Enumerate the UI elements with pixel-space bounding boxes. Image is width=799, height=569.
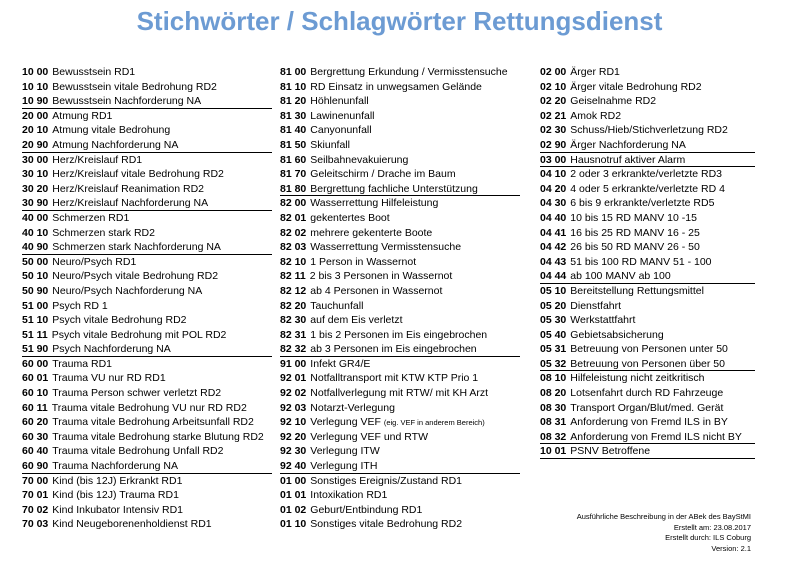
keyword-code: 81 30 — [280, 109, 307, 122]
keyword-text: Lotsenfahrt durch RD Fahrzeuge — [570, 387, 724, 400]
keyword-code: 60 40 — [22, 445, 49, 458]
keyword-code: 04 43 — [540, 255, 567, 268]
keyword-text: Psych Nachforderung NA — [52, 343, 171, 356]
keyword-code: 60 90 — [22, 460, 49, 473]
keyword-entry — [280, 415, 520, 430]
keyword-entry — [540, 299, 755, 314]
keyword-code: 01 00 — [280, 474, 307, 487]
keyword-code: 05 10 — [540, 284, 567, 297]
keyword-entry — [280, 255, 520, 270]
keyword-code: 82 01 — [280, 211, 307, 224]
keyword-code: 81 00 — [280, 66, 307, 78]
keyword-text: Infekt GR4/E — [310, 357, 371, 370]
keyword-text: Bewusstsein Nachforderung NA — [52, 95, 202, 108]
keyword-entry — [540, 342, 755, 357]
keyword-entry — [280, 401, 520, 416]
keyword-entry — [22, 65, 272, 80]
keyword-code: 30 00 — [22, 153, 49, 166]
footer-info — [577, 512, 751, 554]
keyword-entry — [280, 182, 520, 197]
keyword-text: Atmung vitale Bedrohung — [52, 124, 171, 137]
keyword-text: 26 bis 50 RD MANV 26 - 50 — [570, 241, 700, 254]
keyword-code: 04 44 — [540, 270, 567, 283]
keyword-text: Geburt/Entbindung RD1 — [310, 503, 423, 516]
keyword-code: 02 21 — [540, 109, 567, 122]
keyword-code: 05 32 — [540, 357, 567, 370]
keyword-text: auf dem Eis verletzt — [310, 314, 403, 327]
keyword-code: 82 31 — [280, 328, 307, 341]
keyword-note: (eig. VEF in anderem Bereich) — [383, 418, 485, 428]
keyword-entry — [540, 196, 755, 211]
keyword-code: 82 03 — [280, 241, 307, 254]
keyword-entry — [22, 153, 272, 168]
keyword-code: 70 03 — [22, 518, 49, 531]
keyword-entry — [22, 80, 272, 95]
keyword-code: 91 00 — [280, 357, 307, 370]
keyword-entry — [280, 342, 520, 357]
keyword-code: 82 32 — [280, 343, 307, 356]
keyword-entry — [280, 503, 520, 518]
keyword-code: 40 00 — [22, 211, 49, 224]
keyword-entry — [540, 94, 755, 109]
keyword-entry — [22, 357, 272, 372]
keyword-text: 1 Person in Wassernot — [310, 255, 417, 268]
footer-created-date: Erstellt am: 23.08.2017 — [673, 522, 751, 532]
keyword-text: Betreuung von Personen über 50 — [570, 357, 725, 370]
keyword-entry — [22, 517, 272, 532]
keyword-code: 92 30 — [280, 445, 307, 458]
keyword-code: 92 03 — [280, 401, 307, 414]
keyword-text: Psych vitale Bedrohung RD2 — [52, 314, 187, 327]
keyword-code: 51 90 — [22, 343, 49, 356]
keyword-text: Ärger vitale Bedrohung RD2 — [570, 80, 702, 93]
keyword-text: Herz/Kreislauf Reanimation RD2 — [52, 182, 205, 195]
keyword-text: Verlegung VEF und RTW — [310, 430, 428, 443]
keyword-entry — [22, 94, 272, 109]
keyword-entry — [540, 211, 755, 226]
keyword-text: Hilfeleistung nicht zeitkritisch — [570, 372, 705, 385]
keyword-code: 81 70 — [280, 168, 307, 181]
footer-description: Ausführliche Beschreibung in der ABek des BayStMI — [576, 512, 751, 521]
keyword-code: 70 00 — [22, 474, 49, 487]
keyword-code: 03 00 — [540, 153, 567, 166]
page-title: Stichwörter / Schlagwörter Rettungsdienst — [136, 6, 663, 36]
keyword-text: 6 bis 9 erkrankte/verletzte RD5 — [570, 197, 715, 210]
keyword-text: 16 bis 25 RD MANV 16 - 25 — [570, 226, 700, 239]
keyword-entry — [22, 255, 272, 270]
keyword-text: Kind (bis 12J) Trauma RD1 — [52, 489, 179, 502]
keyword-entry — [22, 444, 272, 459]
keyword-text: 51 bis 100 RD MANV 51 - 100 — [570, 255, 712, 268]
keyword-text: ab 100 MANV ab 100 — [570, 270, 671, 283]
keyword-code: 04 41 — [540, 226, 567, 239]
keyword-code: 04 30 — [540, 197, 567, 210]
keyword-text: gekentertes Boot — [310, 211, 390, 224]
keyword-text: Lawinenunfall — [310, 109, 375, 122]
keyword-entry — [22, 182, 272, 197]
footer-created-by: Erstellt durch: ILS Coburg — [665, 533, 751, 542]
keyword-entry — [280, 80, 520, 95]
keyword-code: 50 90 — [22, 284, 49, 297]
keyword-text: Ärger RD1 — [570, 66, 620, 78]
keyword-entry — [280, 517, 520, 532]
column-3 — [540, 65, 755, 459]
keyword-code: 92 40 — [280, 460, 307, 473]
keyword-code: 92 20 — [280, 430, 307, 443]
keyword-code: 60 10 — [22, 387, 49, 400]
keyword-code: 81 60 — [280, 153, 307, 166]
keyword-text: Seilbahnevakuierung — [310, 153, 409, 166]
keyword-entry — [540, 313, 755, 328]
keyword-code: 20 00 — [22, 109, 49, 122]
keyword-text: Psych vitale Bedrohung mit POL RD2 — [51, 328, 227, 341]
keyword-text: Amok RD2 — [570, 109, 622, 122]
keyword-entry — [22, 211, 272, 226]
keyword-entry — [22, 488, 272, 503]
keyword-text: Dienstfahrt — [570, 299, 622, 312]
keyword-code: 81 50 — [280, 138, 307, 151]
keyword-code: 02 10 — [540, 80, 567, 93]
keyword-text: Transport Organ/Blut/med. Gerät — [570, 401, 724, 414]
keyword-code: 04 20 — [540, 182, 567, 195]
keyword-code: 02 30 — [540, 124, 567, 137]
keyword-text: Notfalltransport mit KTW KTP Prio 1 — [310, 372, 479, 385]
keyword-entry — [540, 371, 755, 386]
keyword-code: 08 32 — [540, 430, 567, 443]
keyword-text: Notfallverlegung mit RTW/ mit KH Arzt — [310, 387, 489, 400]
keyword-text: Betreuung von Personen unter 50 — [570, 343, 728, 356]
keyword-entry — [540, 444, 755, 459]
keyword-text: Trauma Person schwer verletzt RD2 — [52, 387, 222, 400]
keyword-code: 60 20 — [22, 416, 49, 429]
keyword-text: Schmerzen stark RD2 — [52, 226, 155, 239]
keyword-code: 02 20 — [540, 95, 567, 108]
keyword-entry — [540, 109, 755, 124]
keyword-text: Wasserrettung Vermisstensuche — [310, 241, 462, 254]
keyword-text: 2 bis 3 Personen in Wassernot — [309, 270, 453, 283]
keyword-entry — [22, 167, 272, 182]
keyword-text: Schmerzen RD1 — [52, 211, 130, 224]
keyword-code: 82 02 — [280, 226, 307, 239]
keyword-entry — [540, 138, 755, 153]
keyword-text: Gebietsabsicherung — [570, 328, 664, 341]
keyword-text: Herz/Kreislauf vitale Bedrohung RD2 — [52, 168, 224, 181]
column-1 — [22, 65, 272, 532]
keyword-text: Anforderung von Fremd ILS in BY — [570, 416, 728, 429]
keyword-entry — [22, 430, 272, 445]
keyword-text: Trauma vitale Bedrohung starke Blutung RD2 — [52, 430, 264, 443]
keyword-entry — [280, 226, 520, 241]
keyword-code: 81 20 — [280, 95, 307, 108]
keyword-code: 04 40 — [540, 211, 567, 224]
keyword-text: Schmerzen stark Nachforderung NA — [52, 241, 221, 254]
keyword-text: Geleitschirm / Drache im Baum — [310, 168, 456, 181]
keyword-entry — [280, 138, 520, 153]
keyword-entry — [540, 240, 755, 255]
keyword-entry — [280, 94, 520, 109]
keyword-entry — [280, 240, 520, 255]
keyword-entry — [540, 415, 755, 430]
keyword-code: 01 02 — [280, 503, 307, 516]
keyword-code: 70 01 — [22, 489, 49, 502]
keyword-code: 81 80 — [280, 182, 307, 195]
keyword-code: 82 30 — [280, 314, 307, 327]
keyword-entry — [280, 269, 520, 284]
keyword-entry — [280, 284, 520, 299]
keyword-entry — [22, 415, 272, 430]
keyword-code: 02 90 — [540, 138, 567, 151]
keyword-code: 08 31 — [540, 416, 567, 429]
keyword-entry — [280, 430, 520, 445]
keyword-entry — [540, 255, 755, 270]
keyword-code: 82 10 — [280, 255, 307, 268]
keyword-code: 92 02 — [280, 387, 307, 400]
keyword-entry — [280, 488, 520, 503]
keyword-text: Bewusstsein RD1 — [52, 66, 136, 78]
keyword-text: Schuss/Hieb/Stichverletzung RD2 — [570, 124, 728, 137]
keyword-code: 20 90 — [22, 138, 49, 151]
keyword-text: Geiselnahme RD2 — [570, 95, 657, 108]
keyword-text: Höhlenunfall — [310, 95, 369, 108]
keyword-entry — [280, 211, 520, 226]
keyword-text: Notarzt-Verlegung — [310, 401, 395, 414]
keyword-code: 08 30 — [540, 401, 567, 414]
keyword-entry — [22, 328, 272, 343]
column-2 — [280, 65, 520, 532]
keyword-text: Trauma vitale Bedrohung Arbeitsunfall RD2 — [52, 416, 254, 429]
keyword-code: 81 40 — [280, 124, 307, 137]
keyword-code: 82 20 — [280, 299, 307, 312]
keyword-code: 10 10 — [22, 80, 49, 93]
keyword-entry — [22, 284, 272, 299]
keyword-text: Hausnotruf aktiver Alarm — [570, 153, 686, 166]
keyword-code: 70 02 — [22, 503, 49, 516]
keyword-text: Trauma vitale Bedrohung Unfall RD2 — [52, 445, 224, 458]
keyword-entry — [540, 167, 755, 182]
keyword-code: 05 31 — [540, 343, 567, 356]
keyword-entry — [280, 386, 520, 401]
keyword-entry — [22, 371, 272, 386]
keyword-entry — [280, 444, 520, 459]
keyword-code: 10 90 — [22, 95, 49, 108]
keyword-text: Verlegung VEF — [310, 416, 381, 429]
keyword-code: 04 42 — [540, 241, 567, 254]
keyword-entry — [280, 65, 520, 80]
keyword-code: 50 00 — [22, 255, 49, 268]
keyword-code: 02 00 — [540, 66, 567, 78]
keyword-entry — [280, 196, 520, 211]
keyword-code: 60 11 — [22, 401, 48, 414]
keyword-entry — [540, 226, 755, 241]
keyword-code: 50 10 — [22, 270, 49, 283]
keyword-entry — [280, 459, 520, 474]
keyword-text: Tauchunfall — [310, 299, 364, 312]
keyword-entry — [540, 153, 755, 168]
keyword-code: 10 01 — [540, 445, 567, 458]
keyword-entry — [280, 109, 520, 124]
keyword-text: Trauma VU nur RD RD1 — [52, 372, 166, 385]
keyword-text: 2 oder 3 erkrankte/verletzte RD3 — [570, 168, 723, 181]
keyword-code: 10 00 — [22, 66, 49, 78]
keyword-entry — [280, 357, 520, 372]
keyword-entry — [540, 357, 755, 372]
keyword-entry — [22, 123, 272, 138]
keyword-text: Herz/Kreislauf Nachforderung NA — [52, 197, 209, 210]
keyword-entry — [22, 299, 272, 314]
keyword-text: Herz/Kreislauf RD1 — [52, 153, 143, 166]
keyword-text: Trauma vitale Bedrohung VU nur RD RD2 — [51, 401, 247, 414]
keyword-text: ab 4 Personen in Wassernot — [310, 284, 443, 297]
keyword-text: Neuro/Psych RD1 — [52, 255, 137, 268]
keyword-text: mehrere gekenterte Boote — [310, 226, 433, 239]
keyword-text: Kind Inkubator Intensiv RD1 — [52, 503, 184, 516]
keyword-code: 82 11 — [280, 270, 306, 283]
keyword-text: Trauma Nachforderung NA — [52, 460, 178, 473]
keyword-entry — [280, 313, 520, 328]
keyword-entry — [22, 109, 272, 124]
keyword-text: Atmung RD1 — [52, 109, 113, 122]
keyword-entry — [22, 313, 272, 328]
keyword-text: RD Einsatz in unwegsamen Gelände — [310, 80, 482, 93]
keyword-text: 4 oder 5 erkrankte/verletzte RD 4 — [570, 182, 725, 195]
keyword-code: 20 10 — [22, 124, 49, 137]
keyword-entry — [540, 65, 755, 80]
keyword-entry — [280, 153, 520, 168]
keyword-entry — [22, 401, 272, 416]
keyword-text: Anforderung von Fremd ILS nicht BY — [570, 430, 742, 443]
keyword-entry — [540, 284, 755, 299]
keyword-entry — [540, 269, 755, 284]
keyword-text: Intoxikation RD1 — [310, 489, 388, 502]
keyword-text: Neuro/Psych vitale Bedrohung RD2 — [52, 270, 219, 283]
keyword-entry — [22, 342, 272, 357]
keyword-text: Sonstiges vitale Bedrohung RD2 — [310, 518, 463, 531]
keyword-code: 82 12 — [280, 284, 307, 297]
keyword-text: Kind Neugeborenenholdienst RD1 — [52, 518, 212, 531]
keyword-text: Skiunfall — [310, 138, 350, 151]
keyword-code: 08 10 — [540, 372, 567, 385]
keyword-text: Psych RD 1 — [52, 299, 108, 312]
keyword-entry — [22, 196, 272, 211]
keyword-code: 51 10 — [22, 314, 49, 327]
keyword-entry — [22, 269, 272, 284]
keyword-entry — [280, 328, 520, 343]
keyword-text: Wasserrettung Hilfeleistung — [310, 197, 439, 210]
keyword-code: 05 30 — [540, 314, 567, 327]
keyword-text: Trauma RD1 — [52, 357, 112, 370]
keyword-text: Canyonunfall — [310, 124, 372, 137]
keyword-code: 30 10 — [22, 168, 49, 181]
keyword-entry — [540, 401, 755, 416]
keyword-entry — [540, 430, 755, 445]
keyword-entry — [22, 240, 272, 255]
keyword-code: 60 30 — [22, 430, 49, 443]
keyword-entry — [22, 386, 272, 401]
keyword-text: Ärger Nachforderung NA — [570, 138, 686, 151]
keyword-entry — [22, 138, 272, 153]
keyword-text: Neuro/Psych Nachforderung NA — [52, 284, 203, 297]
keyword-text: Bergrettung Erkundung / Vermisstensuche — [310, 66, 508, 78]
keyword-code: 60 00 — [22, 357, 49, 370]
keyword-code: 40 90 — [22, 241, 49, 254]
keyword-text: Bereitstellung Rettungsmittel — [570, 284, 704, 297]
keyword-code: 04 10 — [540, 168, 567, 181]
keyword-entry — [540, 80, 755, 95]
keyword-entry — [540, 328, 755, 343]
keyword-code: 05 20 — [540, 299, 567, 312]
keyword-entry — [22, 503, 272, 518]
keyword-entry — [280, 474, 520, 489]
keyword-entry — [280, 371, 520, 386]
keyword-text: Sonstiges Ereignis/Zustand RD1 — [310, 474, 463, 487]
keyword-code: 01 10 — [280, 518, 307, 531]
keyword-entry — [280, 123, 520, 138]
keyword-text: Atmung Nachforderung NA — [52, 138, 179, 151]
keyword-entry — [540, 123, 755, 138]
keyword-text: ab 3 Personen im Eis eingebrochen — [310, 343, 477, 356]
keyword-code: 30 90 — [22, 197, 49, 210]
keyword-code: 08 20 — [540, 387, 567, 400]
keyword-code: 60 01 — [22, 372, 49, 385]
keyword-text: Bergrettung fachliche Unterstützung — [310, 182, 478, 195]
keyword-code: 05 40 — [540, 328, 567, 341]
keyword-entry — [280, 299, 520, 314]
keyword-code: 82 00 — [280, 197, 307, 210]
keyword-code: 92 10 — [280, 416, 307, 429]
keyword-text: 10 bis 15 RD MANV 10 -15 — [570, 211, 697, 224]
keyword-entry — [540, 182, 755, 197]
keyword-entry — [22, 459, 272, 474]
keyword-text: Verlegung ITW — [310, 445, 380, 458]
keyword-code: 51 00 — [22, 299, 49, 312]
keyword-text: PSNV Betroffene — [570, 445, 651, 458]
keyword-text: Werkstattfahrt — [570, 314, 636, 327]
keyword-text: Verlegung ITH — [310, 460, 378, 473]
keyword-entry — [22, 226, 272, 241]
keyword-code: 01 01 — [280, 489, 307, 502]
keyword-code: 81 10 — [280, 80, 307, 93]
keyword-entry — [540, 386, 755, 401]
keyword-code: 40 10 — [22, 226, 49, 239]
keyword-entry — [22, 474, 272, 489]
keyword-entry — [280, 167, 520, 182]
keyword-text: Bewusstsein vitale Bedrohung RD2 — [52, 80, 217, 93]
keyword-code: 30 20 — [22, 182, 49, 195]
keyword-text: Kind (bis 12J) Erkrankt RD1 — [52, 474, 183, 487]
keyword-code: 51 11 — [22, 328, 48, 341]
keyword-code: 92 01 — [280, 372, 307, 385]
keyword-text: 1 bis 2 Personen im Eis eingebrochen — [310, 328, 488, 341]
footer-version: Version: 2.1 — [711, 543, 751, 553]
